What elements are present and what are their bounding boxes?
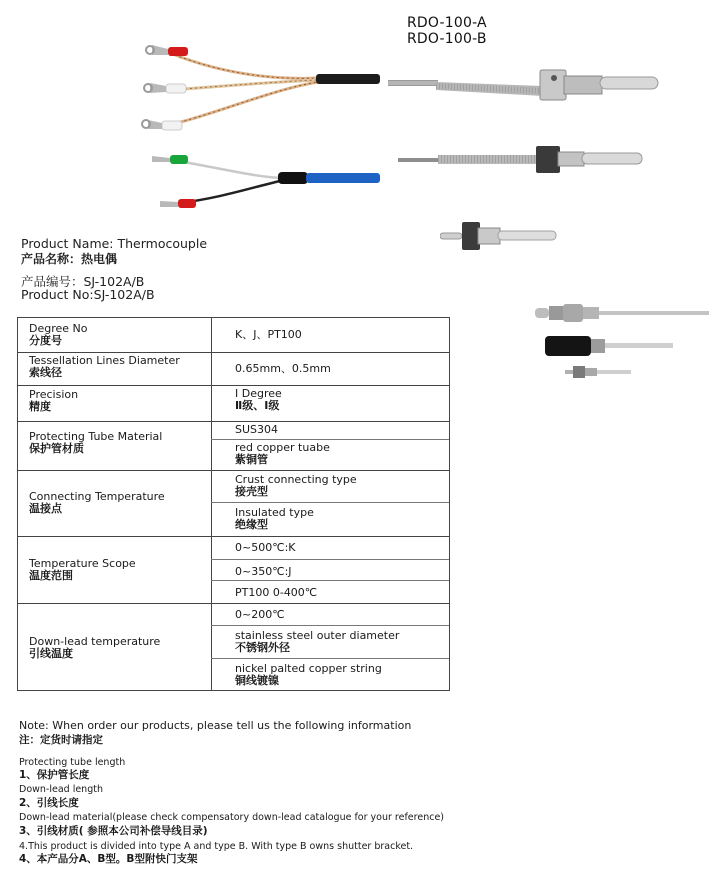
downlead-value-1: 0~200℃ bbox=[235, 608, 285, 621]
scope-value-1: 0~500℃:K bbox=[235, 541, 296, 554]
diameter-label bbox=[29, 355, 180, 379]
side-probe-photo-3 bbox=[565, 362, 635, 382]
probe-photo-c bbox=[440, 216, 560, 256]
tube-label-cn: 保护管材质 bbox=[29, 442, 84, 455]
downlead-value-2-cn: 不锈钢外径 bbox=[235, 641, 290, 654]
downlead-value-3-en: nickel palted copper string bbox=[235, 662, 382, 675]
downlead-value-3-cn: 铜线镀镍 bbox=[235, 674, 279, 687]
diameter-label-en: Tessellation Lines Diameter bbox=[29, 354, 180, 367]
connecting-value-1 bbox=[235, 474, 357, 498]
connecting-label-cn: 温接点 bbox=[29, 502, 62, 515]
note-cn: 注：定货时请指定 bbox=[19, 734, 103, 746]
precision-label bbox=[29, 389, 78, 413]
scope-label-en: Temperature Scope bbox=[29, 557, 136, 570]
downlead-value-2-en: stainless steel outer diameter bbox=[235, 629, 400, 642]
note-line1-cn: 1、保护管长度 bbox=[19, 769, 90, 781]
connecting-value-1-cn: 接壳型 bbox=[235, 485, 268, 498]
tube-label bbox=[29, 431, 162, 455]
note-line3-en: Down-lead material(please check compensatory down-lead catalogue for your reference) bbox=[19, 812, 444, 823]
degree-label bbox=[29, 323, 88, 347]
scope-label-cn: 温度范围 bbox=[29, 569, 73, 582]
precision-value-1: I Degree bbox=[235, 387, 282, 400]
connecting-value-2 bbox=[235, 507, 314, 531]
note-line4-en: 4.This product is divided into type A and type B. With type B owns shutter bracket. bbox=[19, 841, 414, 852]
tube-value-1: SUS304 bbox=[235, 423, 279, 436]
probe-photo-a bbox=[388, 64, 663, 114]
tube-value-2 bbox=[235, 442, 330, 466]
note-line4-cn: 4、本产品分A、B型。B型附快门支架 bbox=[19, 853, 198, 865]
precision-label-en: Precision bbox=[29, 388, 79, 401]
connecting-label-en: Connecting Temperature bbox=[29, 490, 165, 503]
note-line3-cn: 3、引线材质( 参照本公司补偿导线目录) bbox=[19, 825, 208, 837]
connecting-label bbox=[29, 491, 165, 515]
scope-value-3: PT100 0-400℃ bbox=[235, 586, 318, 599]
tube-value-2-cn: 紫铜管 bbox=[235, 453, 268, 466]
downlead-label-en: Down-lead temperature bbox=[29, 635, 161, 648]
tube-label-en: Protecting Tube Material bbox=[29, 430, 163, 443]
side-probe-photo-1 bbox=[535, 300, 710, 326]
downlead-value-2 bbox=[235, 630, 399, 654]
degree-value: K、J、PT100 bbox=[235, 328, 302, 341]
thermocouple-wire-photo bbox=[130, 18, 380, 228]
downlead-label bbox=[29, 636, 160, 660]
model-label-a: RDO-100-A bbox=[407, 15, 487, 31]
connecting-value-2-cn: 绝缘型 bbox=[235, 518, 268, 531]
side-probe-photo-2 bbox=[545, 332, 675, 360]
connecting-value-2-en: Insulated type bbox=[235, 506, 314, 519]
spec-table bbox=[17, 317, 450, 691]
product-name-en: Product Name: Thermocouple bbox=[21, 236, 208, 251]
product-no-en: Product No:SJ-102A/B bbox=[21, 287, 155, 302]
precision-value-2: Ⅱ级、Ⅰ级 bbox=[235, 399, 280, 412]
note-en: Note: When order our products, please tell us the following information bbox=[19, 719, 412, 732]
downlead-value-3 bbox=[235, 663, 382, 687]
diameter-label-cn: 索线径 bbox=[29, 366, 62, 379]
probe-photo-b bbox=[398, 142, 648, 182]
product-no-cn: 产品编号：SJ-102A/B bbox=[21, 274, 145, 289]
diameter-value: 0.65mm、0.5mm bbox=[235, 362, 331, 375]
model-label-b: RDO-100-B bbox=[407, 31, 487, 47]
note-line1-en: Protecting tube length bbox=[19, 757, 126, 768]
precision-label-cn: 精度 bbox=[29, 400, 51, 413]
downlead-label-cn: 引线温度 bbox=[29, 647, 73, 660]
tube-value-2-en: red copper tuabe bbox=[235, 441, 330, 454]
precision-value bbox=[235, 388, 282, 412]
connecting-value-1-en: Crust connecting type bbox=[235, 473, 357, 486]
degree-label-cn: 分度号 bbox=[29, 334, 62, 347]
note-line2-en: Down-lead length bbox=[19, 784, 103, 795]
scope-label bbox=[29, 558, 136, 582]
note-line2-cn: 2、引线长度 bbox=[19, 797, 79, 809]
product-name-cn: 产品名称：热电偶 bbox=[21, 252, 118, 266]
degree-label-en: Degree No bbox=[29, 322, 88, 335]
scope-value-2: 0~350℃:J bbox=[235, 565, 292, 578]
